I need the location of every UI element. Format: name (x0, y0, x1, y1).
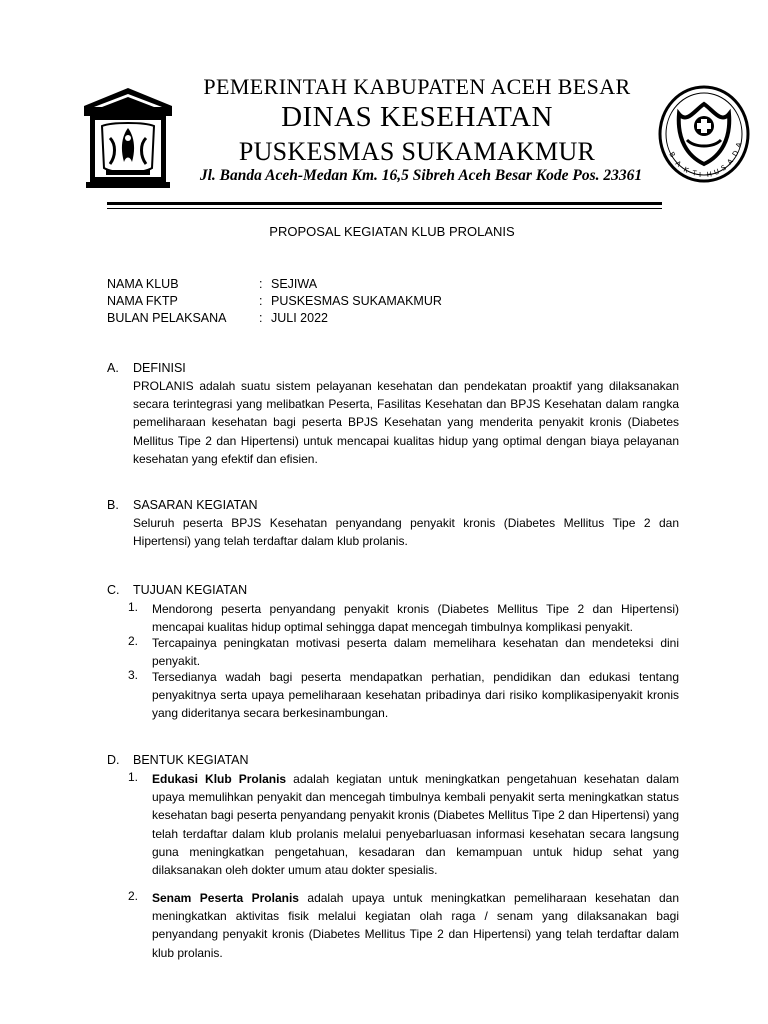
svg-text:H: H (706, 170, 713, 179)
list-number: 3. (128, 668, 139, 682)
section-b-text: Seluruh peserta BPJS Kesehatan penyandang penyakit kronis (Diabetes Mellitus Tipe 2 dan Hipertensi) yang telah terdaftar dalam klub prolanis. (133, 516, 679, 549)
section-title: BENTUK KEGIATAN (133, 753, 249, 767)
section-letter: A. (107, 361, 119, 375)
info-colon: : (259, 311, 263, 325)
svg-text:D: D (730, 149, 741, 159)
svg-text:T: T (691, 169, 698, 178)
letterhead-government: PEMERINTAH KABUPATEN ACEH BESAR (203, 74, 631, 99)
activity-name: Edukasi Klub Prolanis (152, 772, 287, 786)
list-item: Mendorong peserta penyandang penyakit kronis (Diabetes Mellitus Tipe 2 dan Hipertensi) mencapai kualitas hidup optimal sehingga dapat mencegah timbulnya komplikasi penyakit. (152, 602, 679, 635)
list-item: Tersedianya wadah bagi peserta mendapatkan perhatian, pendidikan dan edukasi tentang penyakitnya serta upaya pemeliharaan kesehatan pribadinya dari risiko komplikasipenyakit kronis yang dideritanya secara berkesinambungan. (152, 670, 679, 721)
list-item (152, 889, 679, 962)
info-colon: : (259, 294, 263, 308)
list-number: 1. (128, 770, 139, 784)
activity-description: adalah kegiatan untuk meningkatkan pengetahuan kesehatan dalam upaya memulihkan penyakit dan mencegah timbulnya kembali penyakit serta meningkatkan status kesehatan bagi peserta penyandang penyakit kronis (Diabetes Mellitus Tipe 2 dan Hipertensi) yang telah terdaftar dalam klub prolanis melalui penyebarluasan informasi kesehatan secara langsung guna meningkatkan pengetahuan, kesadaran dan kemampuan untuk hidup sehat yang dilaksanakan oleh dokter umum atau dokter spesialis. (152, 772, 679, 878)
list-item: Tercapainya peningkatan motivasi peserta dalam memelihara kesehatan dan mendeteksi dini penyakit. (152, 636, 679, 669)
section-letter: B. (107, 498, 119, 512)
svg-text:U: U (712, 167, 721, 177)
list-number: 1. (128, 600, 139, 614)
svg-text:S: S (719, 163, 728, 173)
section-letter: C. (107, 583, 120, 597)
section-letter: D. (107, 753, 120, 767)
section-a-text: PROLANIS adalah suatu sistem pelayanan kesehatan dan pendekatan proaktif yang dilaksanakan secara terintegrasi yang melibatkan Peserta, Fasilitas Kesehatan dan BPJS Kesehatan dalam rangka pemeliharaan kesehatan bagi peserta BPJS Kesehatan yang menderita penyakit kronis (Diabetes Mellitus Tipe 2 dan Hipertensi) untuk mencapai kualitas hidup yang optimal dengan biaya pelayanan kesehatan yang efektif dan efisien. (133, 379, 679, 466)
info-value: SEJIWA (271, 277, 318, 291)
info-colon: : (259, 277, 263, 291)
activity-description: adalah upaya untuk meningkatkan pemeliharaan kesehatan dan meningkatkan aktivitas fisik melalui kegiatan olah raga / senam yang dilaksanakan bagi penyandang penyakit kronis (Diabetes Mellitus Tipe 2 dan Hipertensi) yang telah terdaftar dalam klub prolanis. (152, 891, 680, 960)
list-number: 2. (128, 889, 139, 903)
letterhead-divider-thin (107, 208, 662, 209)
info-label: BULAN PELAKSANA (107, 311, 227, 325)
svg-text:I: I (699, 171, 702, 179)
letterhead-divider-thick (107, 202, 662, 205)
document-title: PROPOSAL KEGIATAN KLUB PROLANIS (269, 224, 515, 239)
activity-name: Senam Peserta Prolanis (152, 891, 299, 905)
list-item (152, 770, 679, 879)
letterhead-address: Jl. Banda Aceh-Medan Km. 16,5 Sibreh Aceh Besar Kode Pos. 23361 (199, 167, 643, 184)
list-number: 2. (128, 634, 139, 648)
info-label: NAMA KLUB (107, 277, 179, 291)
svg-text:A: A (725, 157, 735, 167)
letterhead-institution: PUSKESMAS SUKAMAKMUR (238, 137, 596, 166)
letterhead-agency: DINAS KESEHATAN (281, 101, 553, 133)
aceh-besar-emblem-icon (82, 86, 174, 190)
bakti-husada-emblem-icon (657, 84, 751, 184)
info-label: NAMA FKTP (107, 294, 178, 308)
svg-text:A: A (734, 141, 744, 149)
info-value: PUSKESMAS SUKAMAKMUR (271, 294, 442, 308)
info-value: JULI 2022 (271, 311, 328, 325)
svg-text:B: B (667, 150, 677, 160)
section-title: DEFINISI (133, 361, 186, 375)
svg-text:A: A (673, 159, 683, 169)
section-title: TUJUAN KEGIATAN (133, 583, 248, 597)
section-title: SASARAN KEGIATAN (133, 498, 258, 512)
svg-text:K: K (682, 165, 690, 175)
